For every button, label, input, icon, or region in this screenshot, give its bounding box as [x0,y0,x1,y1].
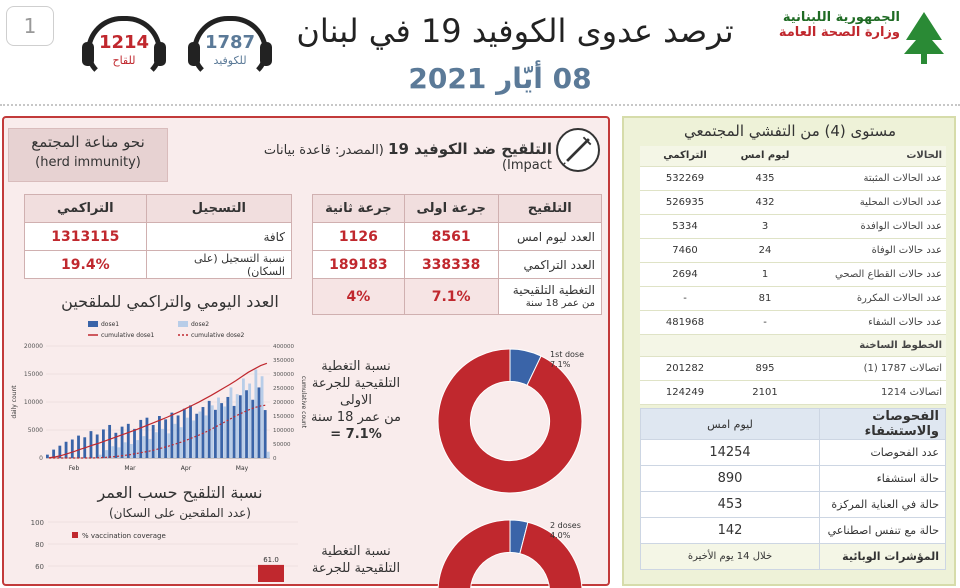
case-label: عدد الحالات المكررة [800,286,946,310]
chart-bar [236,394,239,458]
ministry-line1: الجمهورية اللبنانية [782,10,900,25]
case-cumulative: - [640,286,730,310]
chart-bar [65,442,68,458]
row-dose1: 8561 [404,223,498,251]
chart-bars [46,370,270,458]
chart-bar [230,387,233,458]
page-number-badge[interactable]: 1 [6,6,54,46]
table-row [640,286,946,310]
hotline-covid-label: للكوفيد [213,54,247,67]
col-cumulative: التراكمي [640,146,730,166]
coverage-line: الاولى [339,393,373,408]
age-coverage-chart [8,512,308,582]
case-cumulative: 7460 [640,238,730,262]
syringe-icon [556,128,600,172]
table-row [640,356,946,380]
hotline-vaccine [76,12,172,84]
chart-bar [96,434,99,458]
bar-value-label: 61.0 [263,555,279,564]
test-value: 14254 [641,440,820,466]
y2-tick-label: 400000 [273,344,294,350]
row-label [498,279,601,315]
table-row [640,238,946,262]
case-cumulative: 481968 [640,310,730,334]
case-label: عدد حالات الشفاء [800,310,946,334]
row-label: كافة [146,223,291,251]
table-row [641,544,946,570]
indicators-subtitle: خلال 14 يوم الأخيرة [641,544,820,570]
chart-bar [142,436,145,458]
y-tick-label: 80 [35,541,44,549]
table-row [640,262,946,286]
chart-bar [211,405,214,458]
case-yesterday: - [730,310,800,334]
cumulative-header: التراكمي [25,195,147,223]
cases-section-title: الحالات [800,146,946,166]
herd-immunity-box [8,128,168,182]
table-row [640,214,946,238]
hotline-cumulative: 201282 [640,356,730,380]
chart-bar [205,415,208,458]
y-tick-label: 100 [30,519,44,527]
test-label: حالة في العناية المركزة [820,492,946,518]
legend-label: cumulative dose1 [101,332,155,339]
case-cumulative: 2694 [640,262,730,286]
y2-tick-label: 250000 [273,386,294,392]
table-row [313,223,602,251]
page-title: ترصد عدوى الكوفيد 19 في لبنان [296,12,734,50]
test-label: عدد الفحوصات [820,440,946,466]
pie-value: 4.0% [550,531,571,540]
hotline-covid-number: 1787 [204,32,256,53]
cedar-logo-icon [902,10,946,66]
y2-tick-label: 200000 [273,400,294,406]
table-row [313,279,602,315]
dose2-coverage-text [300,543,412,577]
herd-subtitle: (herd immunity) [35,155,141,170]
y-tick-label: 10000 [23,399,43,406]
row-label: العدد التراكمي [498,251,601,279]
y-tick-label: 0 [39,455,43,462]
coverage-label: التغطية التلقيحية [512,282,595,297]
row-label: العدد ليوم امس [498,223,601,251]
chart-bar [136,440,139,458]
hotline-vaccine-label: للقاح [112,54,136,67]
table-header-row [641,409,946,440]
daily-vaccination-chart [8,318,308,478]
row-dose2: 1126 [313,223,405,251]
test-label: حالة مع تنفس اصطناعي [820,518,946,544]
pie-label: 1st dose [550,350,584,359]
legend-swatch [178,321,188,327]
chart-bar [254,370,257,458]
chart-bar [239,395,242,458]
vaccination-source: (المصدر: قاعدة بيانات Impact) [263,143,552,173]
chart-bar [170,413,173,458]
chart-bar [90,431,93,458]
chart-bar [226,397,229,458]
case-yesterday: 435 [730,166,800,190]
chart-bar [164,419,167,458]
y2-tick-label: 0 [273,456,277,462]
legend-label: dose2 [191,321,210,328]
chart-bar [248,384,251,458]
chart-bar [258,387,261,458]
case-label: عدد الحالات المثبتة [800,166,946,190]
y2-axis-label: cumulative count [300,375,307,429]
doses-table [312,194,602,315]
report-date: 08 أيّار 2021 [408,62,592,95]
x-tick-label: Mar [124,465,136,472]
pie-value: 7.1% [550,360,571,369]
chart-bar [158,416,161,458]
case-yesterday: 81 [730,286,800,310]
chart-bar [71,440,74,458]
legend-label: dose1 [101,321,120,328]
case-cumulative: 5334 [640,214,730,238]
col-yesterday: ليوم امس [730,146,800,166]
chart-legend [88,321,245,339]
chart-bar [242,378,245,458]
age-chart-title: نسبة التلقيح حسب العمر [97,483,263,502]
legend-swatch [88,321,98,327]
chart-bar [245,390,248,458]
y-tick-label: 5000 [27,427,43,434]
table-row [640,166,946,190]
chart-bar [192,420,195,458]
case-label: عدد الحالات المحلية [800,190,946,214]
header-divider [0,104,960,106]
daily-chart-title: العدد اليومي والتراكمي للملقحين [61,292,279,311]
x-tick-label: Apr [180,465,192,472]
chart-bar [152,425,155,458]
coverage-sublabel: من عمر 18 سنة [525,297,595,309]
table-row [25,251,292,279]
chart-bar [130,444,133,458]
row-value: 1313115 [25,223,147,251]
chart-bar [258,565,284,582]
chart-bar [233,406,236,458]
y2-tick-label: 100000 [273,428,294,434]
table-row [641,440,946,466]
chart-bar [202,407,205,458]
case-cumulative: 532269 [640,166,730,190]
chart-bar [149,439,152,458]
hotline-covid [182,12,278,84]
legend-label: cumulative dose2 [191,332,245,339]
chart-bar [46,455,49,458]
pie-slice [438,349,582,493]
table-header-row [640,146,946,166]
ministry-line2: وزارة الصحة العامة [778,25,900,40]
table-row [641,466,946,492]
chart-bar [155,432,158,458]
chart-bar [174,424,177,458]
case-cumulative: 526935 [640,190,730,214]
chart-bar [186,418,189,458]
table-section-row [640,334,946,356]
hotline-label: اتصالات 1787 (1) [800,356,946,380]
table-row [641,518,946,544]
hotlines-section-title: الخطوط الساخنة [640,334,946,356]
test-label: حالة استشفاء [820,466,946,492]
dose1-donut-chart [418,337,608,497]
table-row [25,223,292,251]
test-value: 890 [641,466,820,492]
legend-swatch [72,532,78,538]
herd-title: نحو مناعة المجتمع [31,133,145,151]
case-label: عدد حالات الوفاة [800,238,946,262]
row-value: 19.4% [25,251,147,279]
chart-bar [223,406,226,458]
chart-bar [77,436,80,458]
dose1-coverage-text [300,358,412,443]
y-axis-label: daily count [11,385,18,419]
tests-table [640,408,946,570]
chart-bar [127,424,130,458]
chart-bar [108,425,111,458]
case-yesterday: 432 [730,190,800,214]
y2-tick-label: 300000 [273,372,294,378]
y2-tick-label: 350000 [273,358,294,364]
table-row [640,190,946,214]
coverage-line: نسبة التغطية [321,359,391,374]
y-tick-label: 60 [35,563,44,571]
coverage-line: من عمر 18 سنة [310,410,402,425]
row-dose1: 338338 [404,251,498,279]
y-tick-label: 15000 [23,371,43,378]
chart-bar [217,398,220,458]
coverage-line: التلقيحية للجرعة [311,561,401,576]
chart-bar [264,410,267,458]
y2-tick-label: 50000 [273,442,291,448]
indicators-title: المؤشرات الوبائية [820,544,946,570]
test-value: 453 [641,492,820,518]
pie-label: 2 doses [550,521,581,530]
ministry-name [770,10,900,40]
doses-header-vaccination: التلقيح [498,195,601,223]
table-row [640,380,946,404]
case-yesterday: 24 [730,238,800,262]
row-dose1: 7.1% [404,279,498,315]
row-dose2: 189183 [313,251,405,279]
dose2-donut-chart [418,508,608,588]
case-label: عدد الحالات الوافدة [800,214,946,238]
chart-bar [220,403,223,458]
registration-table [24,194,292,279]
test-value: 142 [641,518,820,544]
chart-bar [161,429,164,458]
hotline-cumulative: 124249 [640,380,730,404]
chart-bar [214,410,217,458]
tests-col-yesterday: ليوم امس [641,409,820,440]
table-row [313,251,602,279]
hotline-vaccine-number: 1214 [98,32,150,53]
table-row [640,310,946,334]
vaccination-title-text: التلقيح ضد الكوفيد 19 [388,140,552,158]
chart-bar [177,415,180,458]
chart-bar [267,452,270,458]
row-label: نسبة التسجيل (على السكان) [146,251,291,279]
chart-bar [189,405,192,458]
hotline-yesterday: 2101 [730,380,800,404]
chart-bar [102,429,105,458]
coverage-value: 7.1% = [330,427,382,442]
hotline-label: اتصالات 1214 [800,380,946,404]
case-yesterday: 3 [730,214,800,238]
registration-header: التسجيل [146,195,291,223]
chart-bar [121,427,124,458]
coverage-line: نسبة التغطية [321,544,391,559]
vaccination-title [240,140,552,173]
case-label: عدد حالات القطاع الصحي [800,262,946,286]
tests-title: الفحوصات والاستشفاء [820,409,946,440]
case-yesterday: 1 [730,262,800,286]
chart-bar [261,376,264,458]
age-chart-subtitle: (عدد الملقحين على السكان) [108,506,251,520]
y2-tick-label: 150000 [273,414,294,420]
doses-header-dose1: جرعة اولى [404,195,498,223]
chart-bar [183,409,186,458]
x-tick-label: Feb [68,465,80,472]
y-tick-label: 20000 [23,343,43,350]
x-tick-label: May [235,465,249,472]
hotline-yesterday: 895 [730,356,800,380]
row-dose2: 4% [313,279,405,315]
spread-title: مستوى (4) من التفشي المجتمعي [684,122,896,140]
cases-table [640,146,946,405]
doses-header-dose2: جرعة ثانية [313,195,405,223]
legend-label: % vaccination coverage [82,532,166,540]
coverage-line: التلقيحية للجرعة [311,376,401,391]
table-row [641,492,946,518]
